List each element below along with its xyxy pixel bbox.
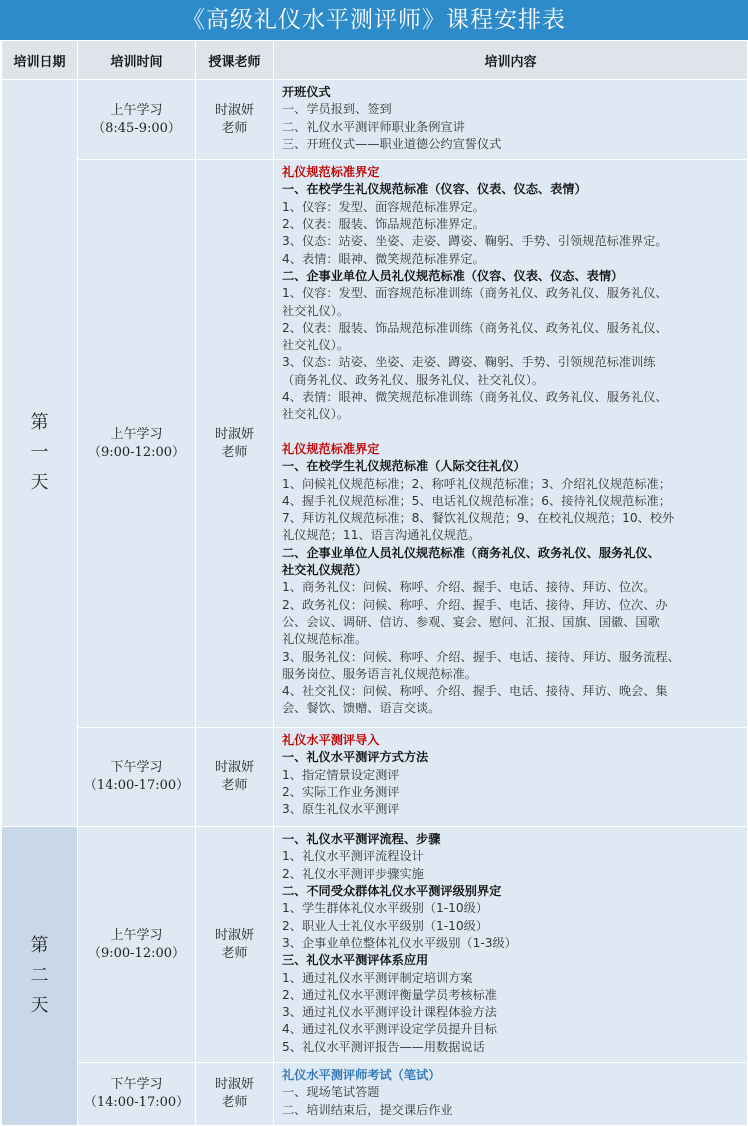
- session-period: 下午学习: [110, 1077, 163, 1093]
- subsection-heading: 二、企事业单位人员礼仪规范标准（仪容、仪表、仪态、表情）: [282, 268, 624, 283]
- content-line: 1、礼仪水平测评流程设计: [282, 849, 424, 864]
- content-line: 1、学生群体礼仪水平级别（1-10级）: [282, 901, 489, 916]
- teacher-name: 时淑妍: [214, 426, 254, 442]
- content-line: 4、表情：眼神、微笑规范标准训练（商务礼仪、政务礼仪、服务礼仪、: [282, 390, 668, 405]
- session-time: [78, 160, 196, 728]
- subsection-heading: 二、不同受众群体礼仪水平测评级别界定: [282, 884, 502, 899]
- content-line: 社交礼仪）。: [282, 303, 350, 318]
- content-line: 礼仪规范；11、语言沟通礼仪规范。: [282, 528, 481, 543]
- content-line: 1、仪容：发型、面容规范标准界定。: [282, 199, 485, 214]
- session-time: [78, 827, 196, 1063]
- subsection-heading: 开班仪式: [282, 85, 331, 99]
- content-line: 公、会议、调研、信访、参观、宴会、慰问、汇报、国旗、国徽、国歌: [282, 614, 660, 629]
- day2-cell: [2, 827, 78, 1126]
- session-teacher: [196, 80, 274, 160]
- teacher-name: 时淑妍: [214, 102, 254, 118]
- content-line: 3、仪态：站姿、坐姿、走姿、蹲姿、鞠躬、手势、引领规范标准训练: [282, 355, 656, 370]
- content-line: 4、握手礼仪规范标准；5、电话礼仪规范标准；6、接待礼仪规范标准；: [282, 493, 671, 508]
- teacher-title: 老师: [221, 444, 248, 460]
- header-row: [2, 41, 748, 80]
- day1-label: 第一天: [30, 412, 49, 494]
- schedule-row: [2, 1063, 748, 1126]
- session-period: 上午学习: [110, 102, 163, 118]
- content-line: 3、通过礼仪水平测评设计课程体验方法: [282, 1005, 497, 1020]
- content-line: 7、拜访礼仪规范标准；8、餐饮礼仪规范；9、在校礼仪规范；10、校外: [282, 511, 675, 526]
- content-line: 3、服务礼仪：问候、称呼、介绍、握手、电话、接待、拜访、服务流程、: [282, 649, 680, 664]
- schedule-table: [1, 40, 748, 1126]
- subsection-heading: 一、礼仪水平测评方式方法: [282, 750, 429, 765]
- header-teacher: 授课老师: [196, 41, 274, 80]
- content-line: 1、商务礼仪：问候、称呼、介绍、握手、电话、接待、拜访、位次。: [282, 580, 656, 595]
- subsection-heading: 三、礼仪水平测评体系应用: [282, 953, 429, 968]
- session-hours: （14:00-17:00）: [83, 778, 190, 794]
- content-line: 2、礼仪水平测评步骤实施: [282, 866, 424, 881]
- session-hours: （9:00-12:00）: [87, 444, 186, 460]
- content-line: （商务礼仪、政务礼仪、服务礼仪、社交礼仪）。: [282, 372, 545, 387]
- content-line: 2、通过礼仪水平测评衡量学员考核标准: [282, 987, 497, 1002]
- subsection-heading: 一、在校学生礼仪规范标准（人际交往礼仪）: [282, 459, 526, 474]
- section-heading: 礼仪规范标准界定: [282, 165, 380, 180]
- teacher-name: 时淑妍: [214, 760, 254, 776]
- content-line: 3、企事业单位整体礼仪水平级别（1-3级）: [282, 935, 517, 950]
- content-line: 会、餐饮、馈赠、语言交谈。: [282, 701, 441, 716]
- content-line: 2、仪表：服装、饰品规范标准界定。: [282, 217, 485, 232]
- content-line: 2、职业人士礼仪水平级别（1-10级）: [282, 918, 489, 933]
- session-content: [274, 160, 748, 728]
- teacher-name: 时淑妍: [214, 1077, 254, 1093]
- content-line: 2、实际工作业务测评: [282, 785, 400, 800]
- schedule-row: [2, 80, 748, 160]
- content-line: 社交礼仪）。: [282, 338, 350, 353]
- content-line: 1、通过礼仪水平测评制定培训方案: [282, 970, 473, 985]
- content-line: 3、仪态：站姿、坐姿、走姿、蹲姿、鞠躬、手势、引领规范标准界定。: [282, 234, 668, 249]
- schedule-row: [2, 827, 748, 1063]
- content-line: 3、原生礼仪水平测评: [282, 802, 400, 817]
- section-heading: 礼仪水平测评师考试（笔试）: [282, 1068, 441, 1083]
- session-teacher: [196, 728, 274, 827]
- session-hours: （9:00-12:00）: [87, 945, 186, 961]
- day1-cell: [2, 80, 78, 827]
- session-time: [78, 1063, 196, 1126]
- content-line: 三、开班仪式——职业道德公约宣誓仪式: [282, 136, 502, 151]
- subsection-heading: 一、礼仪水平测评流程、步骤: [282, 832, 441, 847]
- subsection-heading: 社交礼仪规范）: [282, 563, 368, 578]
- page-title: 《高级礼仪水平测评师》课程安排表: [0, 0, 748, 40]
- teacher-title: 老师: [221, 1095, 248, 1111]
- content-line: 4、社交礼仪：问候、称呼、介绍、握手、电话、接待、拜访、晚会、集: [282, 684, 668, 699]
- subsection-heading: 二、企事业单位人员礼仪规范标准（商务礼仪、政务礼仪、服务礼仪、: [282, 545, 660, 560]
- content-line: 4、通过礼仪水平测评设定学员提升目标: [282, 1022, 497, 1037]
- content-line: 社交礼仪）。: [282, 407, 350, 422]
- content-line: 服务岗位、服务语言礼仪规范标准。: [282, 666, 477, 681]
- header-content: 培训内容: [274, 41, 748, 80]
- content-line: 1、仪容：发型、面容规范标准训练（商务礼仪、政务礼仪、服务礼仪、: [282, 286, 668, 301]
- day2-label: 第二天: [30, 935, 49, 1017]
- header-date: 培训日期: [2, 41, 78, 80]
- spacer-line: [282, 424, 743, 441]
- session-period: 上午学习: [110, 426, 163, 442]
- content-line: 一、现场笔试答题: [282, 1085, 380, 1100]
- schedule-row: [2, 728, 748, 827]
- section-heading: 礼仪规范标准界定: [282, 441, 380, 456]
- session-teacher: [196, 827, 274, 1063]
- content-line: 1、指定情景设定测评: [282, 767, 400, 782]
- session-time: [78, 80, 196, 160]
- session-period: 下午学习: [110, 760, 163, 776]
- teacher-title: 老师: [221, 778, 248, 794]
- session-time: [78, 728, 196, 827]
- session-content: [274, 80, 748, 160]
- teacher-title: 老师: [221, 120, 248, 136]
- content-line: 一、学员报到、签到: [282, 102, 392, 117]
- content-line: 二、礼仪水平测评师职业条例宣讲: [282, 119, 465, 134]
- teacher-title: 老师: [221, 945, 248, 961]
- session-content: [274, 827, 748, 1063]
- subsection-heading: 一、在校学生礼仪规范标准（仪容、仪表、仪态、表情）: [282, 182, 587, 197]
- content-line: 2、仪表：服装、饰品规范标准训练（商务礼仪、政务礼仪、服务礼仪、: [282, 320, 668, 335]
- session-content: [274, 728, 748, 827]
- content-line: 1、问候礼仪规范标准；2、称呼礼仪规范标准；3、介绍礼仪规范标准；: [282, 476, 671, 491]
- teacher-name: 时淑妍: [214, 927, 254, 943]
- session-hours: （14:00-17:00）: [83, 1095, 190, 1111]
- content-line: 二、培训结束后，提交课后作业: [282, 1102, 453, 1117]
- session-teacher: [196, 1063, 274, 1126]
- header-time: 培训时间: [78, 41, 196, 80]
- session-hours: （8:45-9:00）: [92, 120, 181, 136]
- session-content: [274, 1063, 748, 1126]
- content-line: 4、表情：眼神、微笑规范标准界定。: [282, 251, 485, 266]
- section-heading: 礼仪水平测评导入: [282, 733, 380, 748]
- content-line: 5、礼仪水平测评报告——用数据说话: [282, 1039, 485, 1054]
- session-period: 上午学习: [110, 927, 163, 943]
- session-teacher: [196, 160, 274, 728]
- content-line: 2、政务礼仪：问候、称呼、介绍、握手、电话、接待、拜访、位次、办: [282, 597, 668, 612]
- schedule-row: [2, 160, 748, 728]
- content-line: 礼仪规范标准。: [282, 632, 368, 647]
